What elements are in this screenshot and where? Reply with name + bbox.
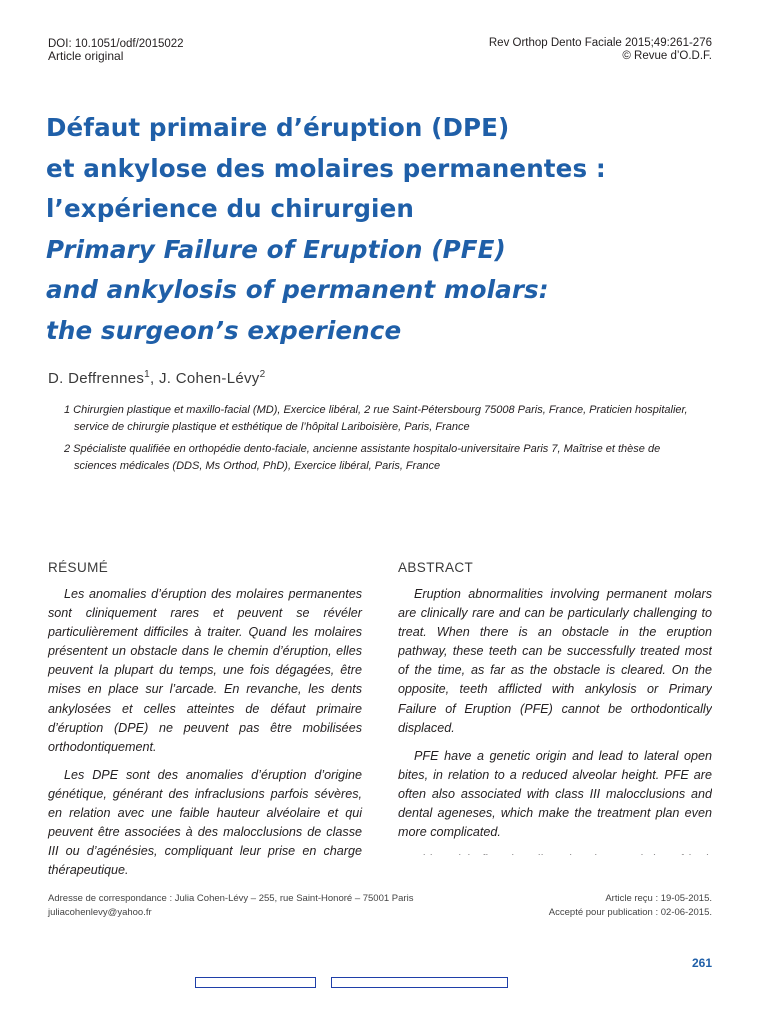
affiliation-line: 2 Spécialiste qualifiée en orthopédie dento-faciale, ancienne assistante hospitalo-universitaire Paris 7, Maîtrise et thèse de (64, 443, 661, 455)
author-name: D. Deffrennes (48, 370, 145, 387)
journal-citation: Rev Orthop Dento Faciale 2015;49:261-276 (488, 37, 712, 49)
link-box[interactable] (195, 977, 316, 988)
author-name: J. Cohen-Lévy (158, 370, 260, 387)
correspondence-address: Adresse de correspondance : Julia Cohen-Lévy – 255, rue Saint-Honoré – 75001 Paris (48, 893, 414, 904)
authors (48, 369, 265, 387)
affiliation-2 (64, 441, 714, 474)
link-box[interactable] (331, 977, 508, 988)
affiliation-line: service de chirurgie plastique et esthétique de l’hôpital Lariboisière, Paris, France (74, 420, 470, 433)
correspondence (48, 892, 413, 920)
title-fr-line: Défaut primaire d’éruption (DPE) (46, 113, 510, 142)
author-affiliation-mark: 2 (259, 369, 266, 380)
author-affiliation-mark: 1 (144, 369, 151, 380)
title-fr-line: l’expérience du chirurgien (46, 194, 414, 224)
abstract-paragraph (398, 851, 712, 855)
copyright: © Revue d’O.D.F. (622, 50, 712, 62)
resume-paragraph: Les anomalies d’éruption des molaires permanentes sont cliniquement rares et peuvent se révéler particulièrement difficiles à traiter. Quand les molaires présentent un obstacle dans le chemin d’éruption, elles peuvent la plupart du temps, une fois dégagées, être mises en place sur l’arcade. En revanche, les dents ankylosées et celles atteintes de défaut primaire d’éruption (DPE) ne peuvent pas être mobilisées orthodontiquement. (48, 587, 362, 754)
affiliation-line: 1 Chirurgien plastique et maxillo-facial (MD), Exercice libéral, 2 rue Saint-Pétersbourg 75008 Paris, France, Praticien hospitalier, (64, 404, 688, 416)
abstract-paragraph: PFE have a genetic origin and lead to lateral open bites, in relation to a reduced alveolar height. PFE are often also associated with class III malocclusions and dental ageneses, which make the treatment plan even more complicated. (398, 748, 712, 840)
article-dates (549, 892, 712, 920)
title-en-line: the surgeon’s experience (46, 315, 402, 345)
author-separator: , (150, 370, 159, 387)
article-type: Article original (48, 49, 124, 63)
title-fr-line: et ankylose des molaires permanentes : (46, 153, 606, 183)
title-en-line: Primary Failure of Eruption (PFE) (46, 234, 506, 264)
doi: DOI: 10.1051/odf/2015022 (48, 38, 184, 50)
accepted-date: Accepté pour publication : 02-06-2015. (548, 907, 712, 918)
title-en-line: and ankylosis of permanent molars: (46, 275, 549, 305)
page-number: 261 (691, 956, 712, 970)
resume-heading: RÉSUMÉ (48, 560, 109, 575)
resume-body (48, 585, 362, 889)
resume-paragraph: Les DPE sont des anomalies d’éruption d’origine génétique, générant des infraclusions parfois sévères, en relation avec une faible hauteur alvéolaire et qui peuvent être associées à des malocclusions de classe III ou d’agénésies, compliquant leur prise en charge thérapeutique. (48, 767, 362, 878)
affiliation-line: sciences médicales (DDS, Ms Orthod, PhD), Exercice libéral, Paris, France (74, 459, 441, 472)
abstract-heading: ABSTRACT (398, 560, 474, 575)
abstract-body (398, 585, 712, 855)
affiliation-1 (64, 402, 714, 435)
correspondence-email[interactable]: juliacohenlevy@yahoo.fr (48, 907, 152, 918)
article-title (46, 108, 726, 352)
abstract-paragraph: Eruption abnormalities involving permanent molars are clinically rare and can be particularly challenging to treat. When there is an obstacle in the eruption pathway, these teeth can be successfully treated most of the time, as far as the obstacle is cleared. On the opposite, teeth afflicted with ankylosis or Primary Failure of Eruption (PFE) cannot be orthodontically displaced. (398, 587, 712, 735)
received-date: Article reçu : 19-05-2015. (605, 893, 712, 904)
